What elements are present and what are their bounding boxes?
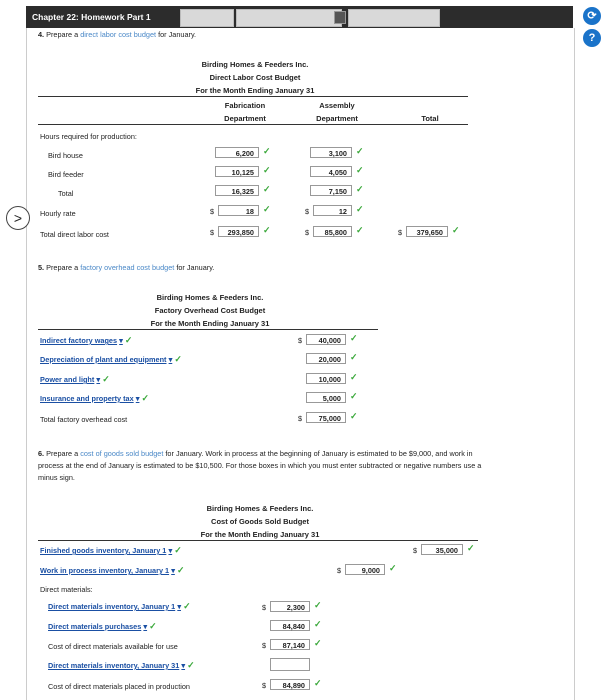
asm-total-input[interactable]: 7,150 [310, 185, 352, 196]
q4-rule-mid [38, 124, 468, 125]
check-icon: ✓ [356, 225, 364, 235]
total-overhead-label: Total factory overhead cost [40, 415, 128, 424]
check-icon: ✓ [356, 146, 364, 156]
fab-total-input[interactable]: 16,325 [215, 185, 259, 196]
check-icon: ✓ [350, 391, 358, 401]
asm-house-input[interactable]: 3,100 [310, 147, 352, 158]
dm-ending-input[interactable] [270, 658, 310, 671]
fab-house-input[interactable]: 6,200 [215, 147, 259, 158]
check-icon: ✓ [356, 184, 364, 194]
q6-period: For the Month Ending January 31 [200, 530, 320, 539]
dollar-sign: $ [298, 336, 303, 345]
overhead-value-input[interactable]: 20,000 [306, 353, 346, 364]
q4-col-asm: Assembly [319, 101, 355, 110]
finished-goods-input[interactable]: 35,000 [421, 544, 463, 555]
dropdown-caret-icon: ▾ [171, 566, 175, 575]
q6-prompt: 6. Prepare a cost of goods sold budget for January. Work in process at the beginning of January is estimated to be $9,000, and work in process at the end of January is estimated to be $10,500. For those boxes in which you must enter subtracted or negative numbers use a minus sign. [38, 449, 482, 482]
check-icon: ✓ [102, 374, 110, 384]
check-icon: ✓ [389, 563, 397, 573]
dm-available-label: Cost of direct materials available for use [48, 642, 178, 651]
dollar-sign: $ [298, 414, 303, 423]
check-icon: ✓ [350, 352, 358, 362]
q5-report-title: Factory Overhead Cost Budget [154, 306, 266, 315]
check-icon: ✓ [174, 354, 182, 364]
dollar-sign: $ [305, 228, 310, 237]
dm-inventory-select[interactable]: Direct materials inventory, January 1 ▾ ✓ [48, 601, 191, 611]
dropdown-caret-icon: ▾ [181, 661, 186, 670]
check-icon: ✓ [356, 204, 364, 214]
q4-rule-top [38, 96, 468, 97]
check-icon: ✓ [314, 638, 322, 648]
dropdown-caret-icon: ▾ [168, 546, 173, 555]
check-icon: ✓ [149, 621, 157, 631]
q4-col-fab-dept: Department [224, 114, 266, 123]
fab-rate-input[interactable]: 18 [218, 205, 259, 216]
total-overhead-input[interactable]: 75,000 [306, 412, 346, 423]
q4-period: For the Month Ending January 31 [195, 86, 315, 95]
dollar-sign: $ [398, 228, 403, 237]
dropdown-caret-icon: ▾ [177, 602, 181, 611]
check-icon: ✓ [176, 565, 185, 575]
q4-col-total: Total [421, 114, 439, 123]
calculator-icon[interactable] [334, 11, 346, 24]
check-icon: ✓ [174, 545, 182, 555]
dollar-sign: $ [262, 681, 267, 690]
dollar-sign: $ [262, 603, 267, 612]
check-icon: ✓ [350, 333, 358, 343]
check-icon: ✓ [467, 543, 475, 553]
dropdown-caret-icon: ▾ [143, 622, 148, 631]
check-icon: ✓ [452, 225, 460, 235]
wip-input[interactable]: 9,000 [345, 564, 385, 575]
cogs-budget-link[interactable]: cost of goods sold budget [80, 449, 164, 458]
factory-overhead-link[interactable]: factory overhead cost budget [80, 263, 175, 272]
overhead-value-input[interactable]: 10,000 [306, 373, 346, 384]
check-icon: ✓ [263, 204, 271, 214]
dm-inventory-input[interactable]: 2,300 [270, 601, 310, 612]
finished-goods-select[interactable]: Finished goods inventory, January 1 ▾ ✓ [40, 545, 182, 555]
bird-feeder-label: Bird feeder [48, 170, 84, 179]
dropdown-caret-icon: ▾ [135, 394, 140, 403]
check-icon: ✓ [263, 165, 271, 175]
check-icon: ✓ [263, 146, 271, 156]
q4-col-fab: Fabrication [224, 101, 266, 110]
help-icon[interactable]: ? [583, 29, 601, 47]
check-icon: ✓ [356, 165, 364, 175]
grand-total-input[interactable]: 379,650 [406, 226, 448, 237]
check-icon: ✓ [124, 335, 133, 345]
dollar-sign: $ [262, 641, 267, 650]
check-icon: ✓ [314, 678, 322, 688]
overhead-item-select[interactable]: Insurance and property tax ▾ ✓ [40, 393, 150, 403]
q4-prompt: 4. Prepare a direct labor cost budget for January. [38, 30, 197, 39]
hourly-rate-label: Hourly rate [40, 209, 76, 218]
dm-ending-select[interactable]: Direct materials inventory, January 31 ▾ ✓ [48, 660, 195, 670]
dm-purchases-input[interactable]: 84,840 [270, 620, 310, 631]
q4-col-asm-dept: Department [316, 114, 358, 123]
direct-labor-link[interactable]: direct labor cost budget [80, 30, 157, 39]
check-icon: ✓ [263, 184, 271, 194]
dollar-sign: $ [413, 546, 418, 555]
overhead-item-select[interactable]: Depreciation of plant and equipment ▾ ✓ [40, 354, 182, 364]
q4-company: Birding Homes & Feeders Inc. [201, 60, 309, 69]
q5-period: For the Month Ending January 31 [150, 319, 270, 328]
overhead-value-input[interactable]: 5,000 [306, 392, 346, 403]
q4-report-title: Direct Labor Cost Budget [209, 73, 301, 82]
q6-company: Birding Homes & Feeders Inc. [206, 504, 314, 513]
dropdown-caret-icon: ▾ [168, 355, 173, 364]
check-icon: ✓ [314, 600, 322, 610]
fab-cost-input[interactable]: 293,850 [218, 226, 259, 237]
next-arrow-icon[interactable]: > [6, 206, 30, 230]
dm-used-input[interactable]: 84,890 [270, 679, 310, 690]
hours-label: Hours required for production: [40, 132, 137, 141]
wip-select[interactable]: Work in process inventory, January 1 ▾ ✓ [40, 565, 185, 575]
asm-rate-input[interactable]: 12 [313, 205, 352, 216]
window-title-bar [26, 6, 573, 28]
dollar-sign: $ [305, 207, 310, 216]
dropdown-caret-icon: ▾ [119, 336, 123, 345]
asm-cost-input[interactable]: 85,800 [313, 226, 352, 237]
q5-prompt: 5. Prepare a factory overhead cost budget for January. [38, 263, 215, 272]
check-icon: ✓ [314, 619, 322, 629]
dollar-sign: $ [210, 228, 215, 237]
q5-company: Birding Homes & Feeders Inc. [156, 293, 264, 302]
fab-feeder-input[interactable]: 10,125 [215, 166, 259, 177]
total-hours-label: Total [58, 189, 74, 198]
q6-report-title: Cost of Goods Sold Budget [211, 517, 309, 526]
overhead-item-select[interactable]: Power and light ▾ ✓ [40, 374, 110, 384]
dm-purchases-select[interactable]: Direct materials purchases ▾ ✓ [48, 621, 157, 631]
toolbar-slot-1[interactable] [180, 9, 234, 27]
dm-used-label: Cost of direct materials placed in production [48, 682, 190, 691]
refresh-icon[interactable]: ⟳ [583, 7, 601, 25]
direct-materials-header: Direct materials: [40, 585, 93, 594]
q6-rule [38, 540, 478, 541]
window-title: Chapter 22: Homework Part 1 [32, 12, 151, 22]
check-icon: ✓ [350, 372, 358, 382]
dropdown-caret-icon: ▾ [96, 375, 101, 384]
asm-feeder-input[interactable]: 4,050 [310, 166, 352, 177]
dollar-sign: $ [337, 566, 342, 575]
toolbar-slot-3[interactable] [348, 9, 440, 27]
total-labor-cost-label: Total direct labor cost [40, 230, 109, 239]
q5-rule [38, 329, 378, 330]
bird-house-label: Bird house [48, 151, 83, 160]
overhead-item-select[interactable]: Indirect factory wages ▾ ✓ [40, 335, 133, 345]
check-icon: ✓ [350, 411, 358, 421]
check-icon: ✓ [183, 601, 191, 611]
overhead-value-input[interactable]: 40,000 [306, 334, 346, 345]
toolbar-slot-2[interactable] [236, 9, 342, 27]
check-icon: ✓ [187, 660, 195, 670]
check-icon: ✓ [141, 393, 150, 403]
check-icon: ✓ [263, 225, 271, 235]
dollar-sign: $ [210, 207, 215, 216]
dm-available-input[interactable]: 87,140 [270, 639, 310, 650]
